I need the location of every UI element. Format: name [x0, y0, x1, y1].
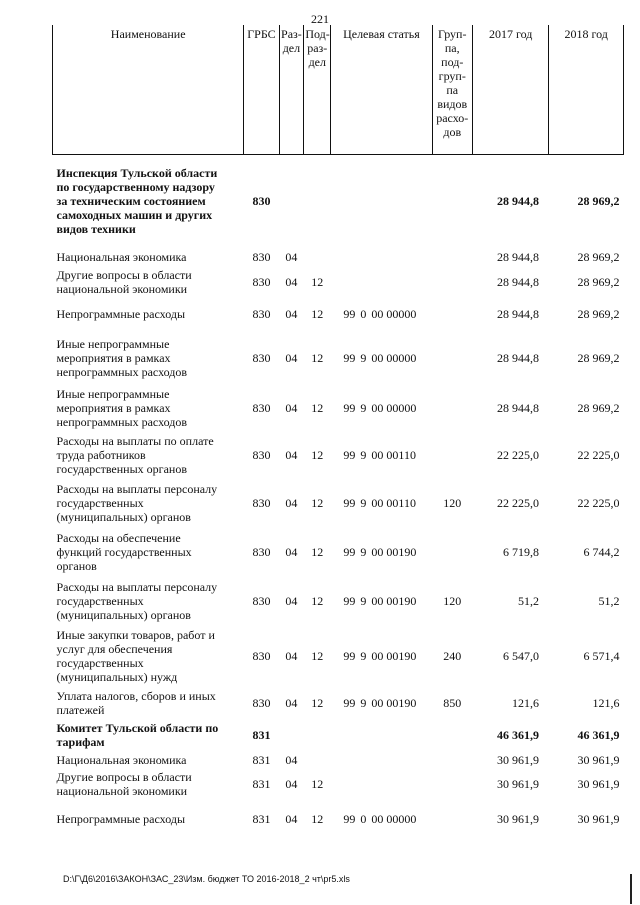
row-grbs: 830 [252, 593, 271, 608]
target-article-part: 00190 [386, 544, 417, 559]
header-2018: 2018 год [549, 25, 624, 155]
row-name-line: Непрограммные расходы [56, 306, 186, 321]
row-expense-group [432, 719, 472, 751]
target-article-part: 00 [371, 350, 384, 365]
row-podrazdel: 12 [311, 776, 324, 791]
row-name-line: национальной экономики [56, 281, 188, 296]
row-razdel: 04 [285, 695, 298, 710]
header-razdel-line: дел [282, 41, 301, 55]
row-name-line: мероприятия в рамках [56, 400, 171, 415]
target-article-part: 99 [343, 695, 356, 710]
target-article-part: 9 [360, 400, 367, 415]
target-article-part: 00110 [386, 495, 416, 510]
row-target-article [331, 385, 432, 431]
target-article-part: 00190 [386, 695, 417, 710]
row-name-line: труда работников [56, 447, 146, 462]
row-expense-group [432, 385, 472, 431]
row-target-article [331, 431, 432, 479]
row-name-line: самоходных машин и других [56, 207, 213, 222]
row-grbs: 830 [252, 249, 271, 264]
row-name [53, 479, 244, 527]
row-razdel [279, 719, 304, 751]
row-name [53, 431, 244, 479]
row-podrazdel: 12 [311, 306, 324, 321]
page-number: 221 [311, 12, 329, 26]
row-expense-group [432, 155, 472, 247]
row-target-article [331, 751, 432, 769]
target-article-part: 00000 [386, 306, 417, 321]
row-name-line: государственных [56, 495, 144, 510]
row-podrazdel [304, 155, 331, 247]
row-expense-group: 120 [443, 593, 462, 608]
header-group-line: дов [443, 125, 462, 139]
row-grbs: 831 [252, 752, 271, 767]
row-value-2017: 46 361,9 [496, 727, 539, 742]
row-razdel: 04 [285, 447, 298, 462]
row-value-2018: 51,2 [598, 593, 620, 608]
table-row [53, 247, 624, 267]
row-name-line: Уплата налогов, сборов и иных [56, 688, 216, 703]
target-article-part: 00190 [386, 593, 417, 608]
target-article-part: 00190 [386, 648, 417, 663]
row-podrazdel [304, 751, 331, 769]
row-grbs: 830 [252, 400, 271, 415]
target-article-part: 9 [360, 648, 367, 663]
row-name [53, 527, 244, 577]
table-row [53, 687, 624, 719]
table-row [53, 527, 624, 577]
row-name [53, 247, 244, 267]
row-name-line: Другие вопросы в области [56, 267, 192, 282]
row-name-line: видов техники [56, 221, 136, 236]
row-target-article [331, 479, 432, 527]
row-name-line: (муниципальных) органов [56, 607, 191, 622]
row-grbs: 830 [252, 648, 271, 663]
header-razdel [279, 25, 304, 155]
table-row [53, 577, 624, 625]
target-article-part: 0 [360, 306, 367, 321]
row-grbs: 830 [252, 544, 271, 559]
row-name-line: государственных органов [56, 461, 187, 476]
target-article-part: 9 [360, 544, 367, 559]
row-target-article [331, 297, 432, 331]
table-row [53, 385, 624, 431]
row-name-line: Расходы на обеспечение [56, 530, 181, 545]
row-name-line: мероприятия в рамках [56, 350, 171, 365]
target-article-part: 00 [371, 648, 384, 663]
row-value-2017: 51,2 [517, 593, 539, 608]
row-target-article [331, 155, 432, 247]
row-name-line: функций государственных [56, 544, 192, 559]
row-podrazdel: 12 [311, 495, 324, 510]
target-article-part: 99 [343, 306, 356, 321]
budget-table [52, 25, 624, 839]
row-value-2017: 30 961,9 [496, 811, 539, 826]
row-expense-group: 120 [443, 495, 462, 510]
row-name-line: Иные закупки товаров, работ и [56, 627, 215, 642]
target-article-part: 00 [371, 306, 384, 321]
row-name-line: Иные непрограммные [56, 336, 170, 351]
row-value-2017: 28 944,8 [496, 193, 539, 208]
header-group-line: па, [444, 41, 460, 55]
row-name-line: за техническим состоянием [56, 193, 206, 208]
row-razdel [279, 155, 304, 247]
target-article-part: 00 [371, 695, 384, 710]
row-value-2018: 6 744,2 [583, 544, 620, 559]
row-expense-group [432, 431, 472, 479]
row-podrazdel: 12 [311, 274, 324, 289]
target-article-part: 9 [360, 350, 367, 365]
table-header-row [53, 25, 624, 155]
row-razdel: 04 [285, 249, 298, 264]
header-grbs: ГРБС [244, 25, 279, 155]
row-value-2018: 30 961,9 [577, 776, 620, 791]
row-grbs: 830 [252, 447, 271, 462]
header-group-line: под- [441, 55, 464, 69]
row-name-line: Национальная экономика [56, 249, 187, 264]
target-article-part: 9 [360, 593, 367, 608]
target-article-part: 00000 [386, 811, 417, 826]
row-expense-group [432, 527, 472, 577]
row-grbs: 831 [252, 727, 271, 742]
table-row [53, 267, 624, 297]
header-podrazdel-line: дел [308, 55, 326, 69]
row-name-line: Другие вопросы в области [56, 769, 192, 784]
row-value-2018: 22 225,0 [577, 495, 620, 510]
row-razdel: 04 [285, 544, 298, 559]
row-expense-group [432, 751, 472, 769]
row-podrazdel: 12 [311, 593, 324, 608]
row-name-line: платежей [56, 702, 105, 717]
row-podrazdel: 12 [311, 695, 324, 710]
row-value-2018: 6 571,4 [583, 648, 620, 663]
row-value-2017: 30 961,9 [496, 776, 539, 791]
row-value-2018: 28 969,2 [577, 249, 620, 264]
row-razdel: 04 [285, 400, 298, 415]
row-value-2018: 30 961,9 [577, 752, 620, 767]
row-target-article [331, 769, 432, 799]
row-razdel: 04 [285, 752, 298, 767]
table-row [53, 155, 624, 247]
target-article-part: 99 [343, 400, 356, 415]
row-name [53, 751, 244, 769]
row-podrazdel: 12 [311, 447, 324, 462]
row-name [53, 799, 244, 839]
row-podrazdel: 12 [311, 350, 324, 365]
row-name [53, 719, 244, 751]
row-razdel: 04 [285, 648, 298, 663]
table-row [53, 479, 624, 527]
row-name [53, 385, 244, 431]
row-podrazdel: 12 [311, 544, 324, 559]
row-value-2018: 28 969,2 [577, 350, 620, 365]
row-podrazdel: 12 [311, 648, 324, 663]
table-row [53, 719, 624, 751]
row-name [53, 331, 244, 385]
row-name [53, 687, 244, 719]
row-expense-group [432, 769, 472, 799]
row-name [53, 769, 244, 799]
row-value-2017: 28 944,8 [496, 249, 539, 264]
row-name-line: Расходы на выплаты по оплате [56, 433, 214, 448]
row-grbs: 831 [252, 811, 271, 826]
row-razdel: 04 [285, 811, 298, 826]
row-expense-group [432, 267, 472, 297]
row-value-2018: 30 961,9 [577, 811, 620, 826]
row-grbs: 830 [252, 274, 271, 289]
row-value-2017: 22 225,0 [496, 447, 539, 462]
row-expense-group [432, 799, 472, 839]
row-grbs: 830 [252, 695, 271, 710]
row-value-2017: 28 944,8 [496, 274, 539, 289]
target-article-part: 00 [371, 811, 384, 826]
header-podrazdel-line: раз- [307, 41, 328, 55]
target-article-part: 0 [360, 811, 367, 826]
row-value-2018: 46 361,9 [577, 727, 620, 742]
row-name-line: услуг для обеспечения [56, 641, 173, 656]
row-value-2018: 121,6 [592, 695, 620, 710]
header-group-line: груп- [438, 69, 466, 83]
table-row [53, 769, 624, 799]
target-article-part: 00 [371, 495, 384, 510]
footer-file-path: D:\Г\Д6\2016\ЗАКОН\ЗАС_23\Изм. бюджет ТО 2016-2018_2 чт\pr5.xls [63, 874, 350, 884]
row-name-line: национальной экономики [56, 783, 188, 798]
row-name-line: непрограммных расходов [56, 364, 188, 379]
row-target-article [331, 799, 432, 839]
row-name-line: Расходы на выплаты персоналу [56, 579, 218, 594]
row-podrazdel: 12 [311, 400, 324, 415]
target-article-part: 00 [371, 400, 384, 415]
target-article-part: 99 [343, 648, 356, 663]
target-article-part: 9 [360, 495, 367, 510]
table-row [53, 431, 624, 479]
row-grbs: 830 [252, 306, 271, 321]
header-podrazdel [304, 25, 331, 155]
header-group-line: Груп- [438, 27, 467, 41]
target-article-part: 99 [343, 495, 356, 510]
row-value-2018: 22 225,0 [577, 447, 620, 462]
row-target-article [331, 577, 432, 625]
target-article-part: 99 [343, 593, 356, 608]
target-article-part: 99 [343, 447, 356, 462]
row-name-line: (муниципальных) органов [56, 509, 191, 524]
row-grbs: 830 [252, 193, 271, 208]
table-row [53, 331, 624, 385]
table-row [53, 799, 624, 839]
row-expense-group: 240 [443, 648, 462, 663]
row-value-2018: 28 969,2 [577, 306, 620, 321]
row-target-article [331, 267, 432, 297]
row-value-2017: 121,6 [511, 695, 539, 710]
header-name: Наименование [53, 25, 244, 155]
row-expense-group: 850 [443, 695, 462, 710]
header-expense-group [432, 25, 472, 155]
row-name-line: тарифам [56, 734, 105, 749]
row-expense-group [432, 331, 472, 385]
table-body [53, 155, 624, 839]
scan-edge-mark [630, 874, 632, 904]
header-target-article: Целевая статья [331, 25, 432, 155]
row-target-article [331, 687, 432, 719]
header-group-line: па [446, 83, 459, 97]
row-podrazdel: 12 [311, 811, 324, 826]
target-article-part: 00000 [386, 400, 417, 415]
header-razdel-line: Раз- [281, 27, 302, 41]
target-article-part: 00110 [386, 447, 416, 462]
target-article-part: 99 [343, 811, 356, 826]
row-name-line: Инспекция Тульской области [56, 165, 218, 180]
row-value-2017: 28 944,8 [496, 400, 539, 415]
row-grbs: 831 [252, 776, 271, 791]
row-podrazdel [304, 719, 331, 751]
row-name-line: государственных [56, 593, 144, 608]
row-razdel: 04 [285, 274, 298, 289]
row-name-line: государственных [56, 655, 144, 670]
target-article-part: 99 [343, 544, 356, 559]
row-value-2017: 28 944,8 [496, 306, 539, 321]
row-grbs: 830 [252, 495, 271, 510]
row-expense-group [432, 247, 472, 267]
row-razdel: 04 [285, 350, 298, 365]
row-name-line: Национальная экономика [56, 752, 187, 767]
target-article-part: 00 [371, 544, 384, 559]
header-2017: 2017 год [472, 25, 549, 155]
row-value-2017: 30 961,9 [496, 752, 539, 767]
row-podrazdel [304, 247, 331, 267]
row-name-line: Иные непрограммные [56, 386, 170, 401]
target-article-part: 00 [371, 593, 384, 608]
row-razdel: 04 [285, 593, 298, 608]
row-value-2017: 28 944,8 [496, 350, 539, 365]
row-name-line: непрограммных расходов [56, 414, 188, 429]
row-razdel: 04 [285, 776, 298, 791]
row-expense-group [432, 297, 472, 331]
row-name [53, 625, 244, 687]
row-target-article [331, 331, 432, 385]
row-name-line: по государственному надзору [56, 179, 215, 194]
target-article-part: 99 [343, 350, 356, 365]
row-name-line: Комитет Тульской области по [56, 720, 219, 735]
row-name [53, 577, 244, 625]
row-target-article [331, 625, 432, 687]
row-value-2018: 28 969,2 [577, 274, 620, 289]
row-name [53, 155, 244, 247]
row-name-line: Непрограммные расходы [56, 811, 186, 826]
target-article-part: 9 [360, 695, 367, 710]
table-row [53, 625, 624, 687]
row-value-2017: 6 719,8 [502, 544, 539, 559]
row-name-line: Расходы на выплаты персоналу [56, 481, 218, 496]
header-group-line: расхо- [436, 111, 469, 125]
target-article-part: 00000 [386, 350, 417, 365]
row-razdel: 04 [285, 495, 298, 510]
row-name-line: органов [56, 558, 97, 573]
target-article-part: 9 [360, 447, 367, 462]
target-article-part: 00 [371, 447, 384, 462]
row-grbs: 830 [252, 350, 271, 365]
row-value-2018: 28 969,2 [577, 193, 620, 208]
table-row [53, 297, 624, 331]
row-target-article [331, 247, 432, 267]
row-target-article [331, 527, 432, 577]
row-razdel: 04 [285, 306, 298, 321]
row-name [53, 297, 244, 331]
row-value-2018: 28 969,2 [577, 400, 620, 415]
header-podrazdel-line: Под- [305, 27, 330, 41]
row-name-line: (муниципальных) нужд [56, 669, 178, 684]
row-name [53, 267, 244, 297]
row-value-2017: 22 225,0 [496, 495, 539, 510]
table-row [53, 751, 624, 769]
row-value-2017: 6 547,0 [502, 648, 539, 663]
row-target-article [331, 719, 432, 751]
header-group-line: видов [437, 97, 468, 111]
